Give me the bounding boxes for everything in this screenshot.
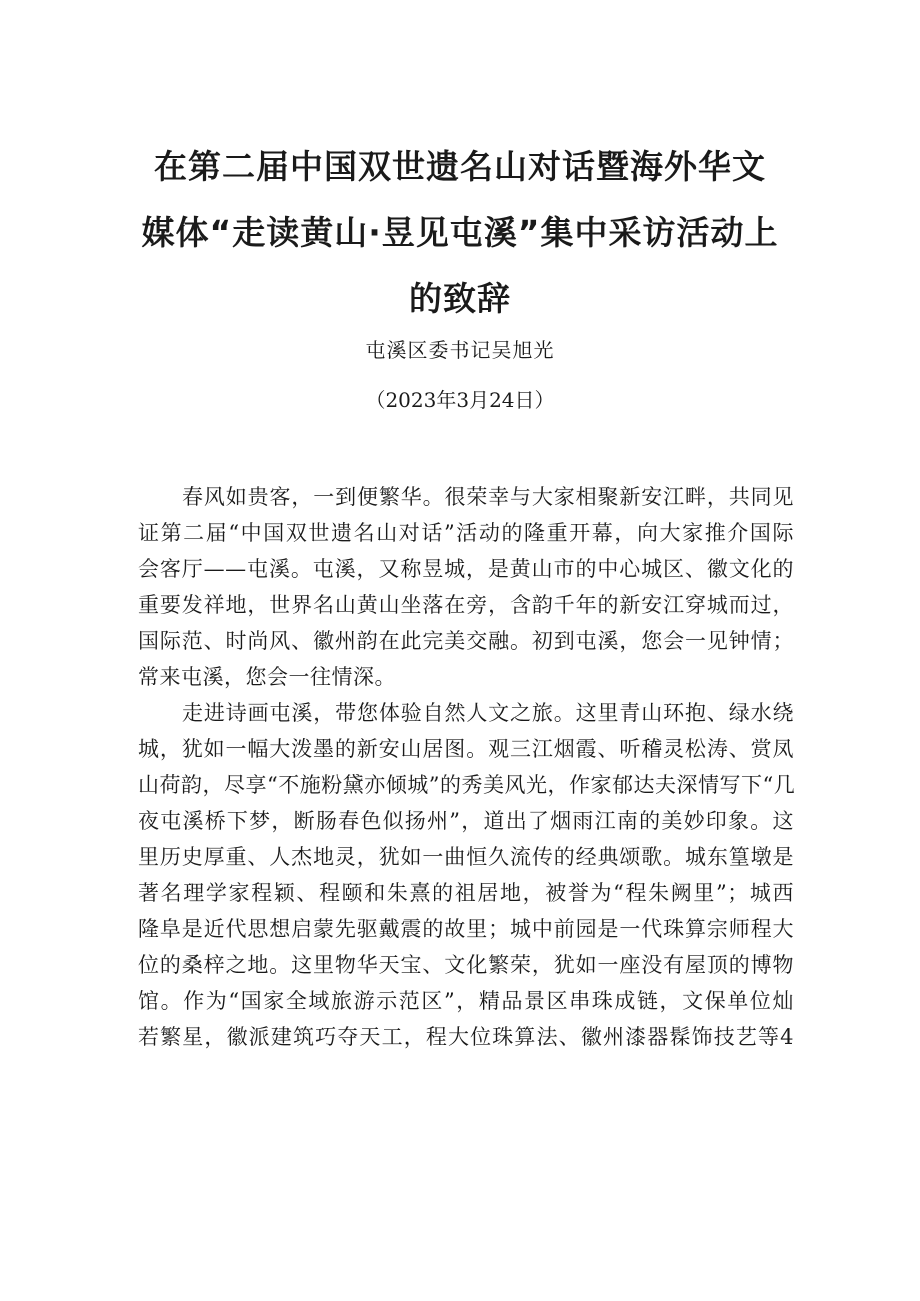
text-line: 城，犹如一幅大泼墨的新安山居图。观三江烟霞、听稽灵松涛、赏凤 [138,737,794,761]
title-line: 媒体“走读黄山·昱见屯溪”集中采访活动上 [141,213,779,252]
document-body [138,480,794,1056]
text-line: 位的桑梓之地。这里物华天宝、文化繁荣，犹如一座没有屋顶的博物 [138,953,794,977]
text-line: 馆。作为“国家全域旅游示范区”，精品景区串珠成链，文保单位灿 [138,989,794,1013]
paragraph-2 [138,696,794,1055]
author-line: 屯溪区委书记吴旭光 [365,338,555,362]
document-title [120,134,800,332]
text-line: 山荷韵，尽享“不施粉黛亦倾城”的秀美风光，作家郁达夫深情写下“几 [138,773,796,797]
text-line: 国际范、时尚风、徽州韵在此完美交融。初到屯溪，您会一见钟情； [138,629,794,653]
text-line: 隆阜是近代思想启蒙先驱戴震的故里；城中前园是一代珠算宗师程大 [138,917,794,941]
text-line: 会客厅——屯溪。屯溪，又称昱城，是黄山市的中心城区、徽文化的 [138,557,794,581]
text-line: 重要发祥地，世界名山黄山坐落在旁，含韵千年的新安江穿城而过， [138,593,794,617]
text-line: 常来屯溪，您会一往情深。 [138,665,396,689]
text-line: 证第二届“中国双世遗名山对话”活动的隆重开幕，向大家推介国际 [138,521,794,545]
text-line: 若繁星，徽派建筑巧夺天工，程大位珠算法、徽州漆器髹饰技艺等4 [138,1025,794,1049]
text-line: 著名理学家程颖、程颐和朱熹的祖居地，被誉为“程朱阙里”；城西 [138,881,794,905]
text-line: 走进诗画屯溪，带您体验自然人文之旅。这里青山环抱、绿水绕 [182,701,794,725]
paragraph-1 [138,480,794,695]
text-line: 夜屯溪桥下梦，断肠春色似扬州”，道出了烟雨江南的美妙印象。这 [138,809,794,833]
title-line: 在第二届中国双世遗名山对话暨海外华文 [154,147,766,186]
title-line: 的致辞 [409,279,511,318]
text-line: 里历史厚重、人杰地灵，犹如一曲恒久流传的经典颂歌。城东篁墩是 [138,845,794,869]
text-line: 春风如贵客，一到便繁华。很荣幸与大家相聚新安江畔，共同见 [182,485,794,509]
date-line: （2023年3月24日） [365,388,555,412]
